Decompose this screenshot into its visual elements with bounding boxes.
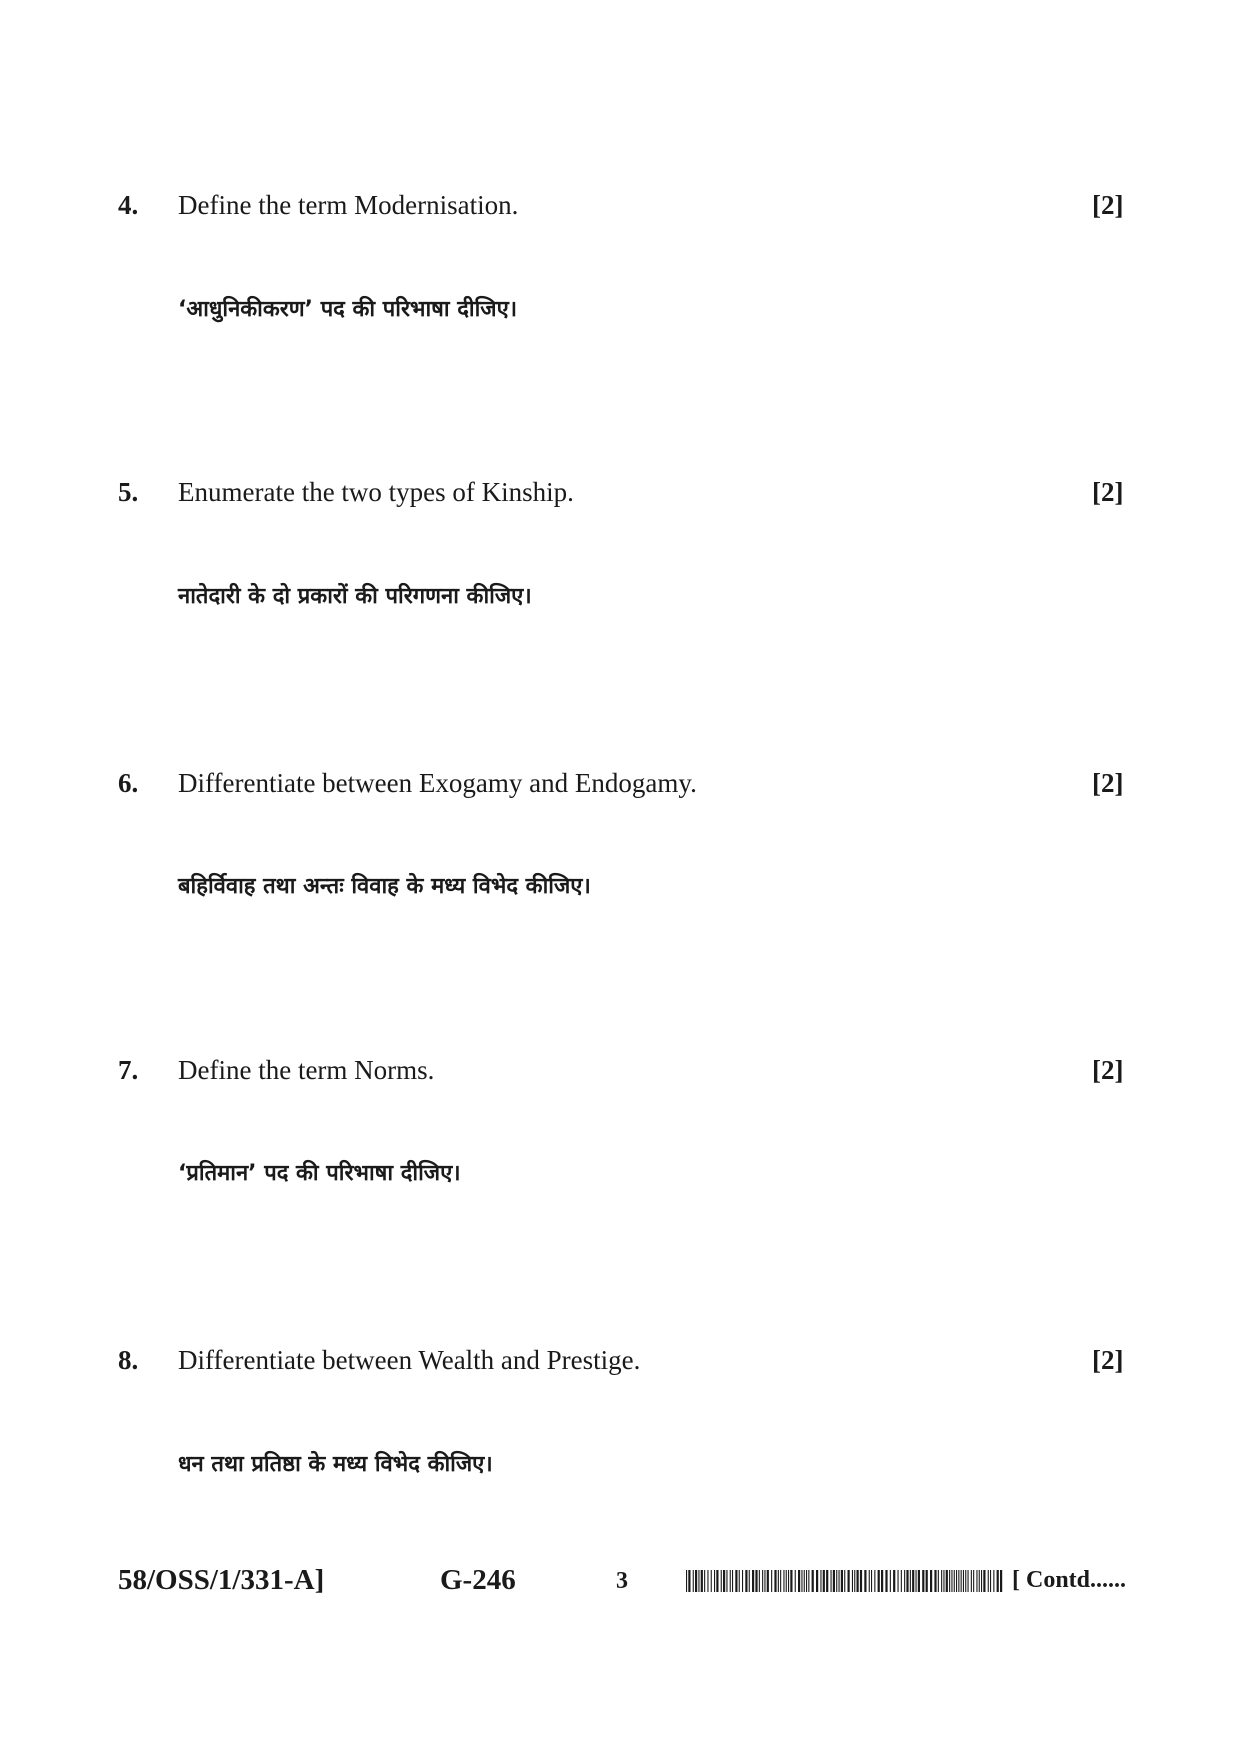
question-4 (0, 190, 1241, 250)
barcode-bar (958, 1570, 959, 1592)
barcode-bar (852, 1570, 853, 1592)
barcode-bar (804, 1570, 805, 1592)
page-number: 3 (616, 1568, 628, 1594)
paper-code: 58/OSS/1/331-A] (118, 1564, 325, 1596)
barcode-bar (780, 1570, 781, 1592)
barcode-bar (714, 1570, 715, 1592)
barcode-bar (860, 1570, 862, 1592)
question-text-english: Define the term Modernisation. (178, 190, 519, 220)
question-number: 4. (118, 190, 139, 220)
question-number: 7. (118, 1055, 139, 1085)
barcode-bar (762, 1570, 763, 1592)
question-text-english: Enumerate the two types of Kinship. (178, 477, 574, 507)
barcode-bar (981, 1570, 982, 1592)
barcode-bar (885, 1570, 887, 1592)
barcode-bar (979, 1570, 980, 1592)
barcode-bar (795, 1570, 796, 1592)
barcode-bar (898, 1570, 899, 1592)
question-marks: [2] (1092, 477, 1124, 507)
barcode-bar (881, 1570, 883, 1592)
barcode-bar (693, 1570, 694, 1592)
barcode-bar (901, 1570, 902, 1592)
question-5-text-hindi: नातेदारी के दो प्रकारों की परिगणना कीजिए। (178, 584, 532, 609)
barcode-bar (997, 1570, 999, 1592)
continued-label: [ Contd...... (1012, 1567, 1127, 1593)
barcode-bar (823, 1570, 825, 1592)
barcode-bar (778, 1570, 779, 1592)
barcode-bar (790, 1570, 792, 1592)
barcode-bar (721, 1570, 722, 1592)
barcode-bar (1000, 1570, 1002, 1592)
question-marks: [2] (1092, 768, 1124, 798)
barcode-bar (916, 1570, 917, 1592)
question-4-text-hindi: ‘आधुनिकीकरण’ पद की परिभाषा दीजिए। (178, 297, 518, 322)
question-number: 8. (118, 1345, 139, 1375)
question-marks: [2] (1092, 190, 1124, 220)
barcode-bar (961, 1570, 962, 1592)
question-number: 6. (118, 768, 139, 798)
barcode-bar (878, 1570, 880, 1592)
barcode-bar (983, 1570, 985, 1592)
barcode-bar (686, 1570, 687, 1592)
question-7 (0, 1055, 1241, 1115)
barcode-bar (812, 1570, 814, 1592)
barcode-bar (711, 1570, 712, 1592)
barcode-bar (704, 1570, 705, 1592)
barcode-bar (904, 1570, 905, 1592)
barcode-bar (764, 1570, 765, 1592)
barcode-bar (688, 1570, 690, 1592)
barcode-bar (745, 1570, 747, 1592)
barcode-bar (976, 1570, 977, 1592)
series-code: G-246 (440, 1564, 516, 1596)
barcode-bar (906, 1570, 908, 1592)
barcode-bar (988, 1570, 989, 1592)
question-text-english: Define the term Norms. (178, 1055, 435, 1085)
question-number: 5. (118, 477, 139, 507)
question-marks: [2] (1092, 1055, 1124, 1085)
barcode-bar (732, 1570, 733, 1592)
question-8-text-hindi: धन तथा प्रतिष्ठा के मध्य विभेद कीजिए। (178, 1452, 493, 1477)
barcode-bar (918, 1570, 920, 1592)
barcode-icon (686, 1570, 1006, 1592)
barcode-bar (841, 1570, 843, 1592)
barcode-bar (893, 1570, 895, 1592)
barcode-bar (788, 1570, 789, 1592)
barcode-bar (726, 1570, 727, 1592)
barcode-bar (816, 1570, 818, 1592)
barcode-bar (774, 1570, 776, 1592)
barcode-bar (783, 1570, 784, 1592)
barcode-bar (836, 1570, 837, 1592)
barcode-bar (735, 1570, 737, 1592)
barcode-bar (723, 1570, 725, 1592)
barcode-bar (767, 1570, 769, 1592)
barcode-bar (833, 1570, 835, 1592)
barcode-bar (874, 1570, 875, 1592)
barcode-bar (808, 1570, 809, 1592)
barcode-bar (798, 1570, 800, 1592)
barcode-bar (963, 1570, 964, 1592)
barcode-bar (890, 1570, 891, 1592)
barcode-bar (716, 1570, 718, 1592)
question-8 (0, 1345, 1241, 1405)
barcode-bar (871, 1570, 872, 1592)
barcode-bar (951, 1570, 952, 1592)
barcode-bar (910, 1570, 911, 1592)
barcode-bar (831, 1570, 832, 1592)
barcode-bar (912, 1570, 914, 1592)
barcode-bar (730, 1570, 731, 1592)
barcode-bar (759, 1570, 760, 1592)
barcode-bar (965, 1570, 966, 1592)
barcode-bar (869, 1570, 870, 1592)
barcode-bar (926, 1570, 928, 1592)
barcode-bar (990, 1570, 991, 1592)
barcode-bar (943, 1570, 944, 1592)
barcode-bar (755, 1570, 757, 1592)
barcode-bar (839, 1570, 840, 1592)
barcode-bar (801, 1570, 802, 1592)
barcode-bar (826, 1570, 828, 1592)
question-text-english: Differentiate between Wealth and Prestige. (178, 1345, 641, 1375)
barcode-bar (749, 1570, 750, 1592)
barcode-bar (707, 1570, 708, 1592)
barcode-bar (946, 1570, 948, 1592)
barcode-bar (786, 1570, 787, 1592)
barcode-bar (864, 1570, 866, 1592)
barcode-bar (857, 1570, 859, 1592)
question-marks: [2] (1092, 1345, 1124, 1375)
barcode-bar (993, 1570, 994, 1592)
barcode-bar (771, 1570, 772, 1592)
question-text-english: Differentiate between Exogamy and Endogamy. (178, 768, 697, 798)
barcode-bar (934, 1570, 936, 1592)
barcode-bar (941, 1570, 942, 1592)
barcode-bar (938, 1570, 939, 1592)
barcode-bar (954, 1570, 955, 1592)
barcode-bar (701, 1570, 703, 1592)
barcode-bar (949, 1570, 950, 1592)
barcode-bar (956, 1570, 957, 1592)
barcode-bar (698, 1570, 699, 1592)
barcode-bar (854, 1570, 855, 1592)
barcode-bar (739, 1570, 740, 1592)
page-footer (0, 1564, 1241, 1604)
barcode-bar (806, 1570, 807, 1592)
question-7-text-hindi: ‘प्रतिमान’ पद की परिभाषा दीजिए। (178, 1161, 461, 1186)
question-6-text-hindi: बहिर्विवाह तथा अन्तः विवाह के मध्य विभेद कीजिए। (178, 874, 591, 899)
barcode-bar (752, 1570, 754, 1592)
barcode-bar (930, 1570, 932, 1592)
question-6 (0, 768, 1241, 828)
barcode-bar (922, 1570, 924, 1592)
barcode-bar (971, 1570, 972, 1592)
question-5 (0, 477, 1241, 537)
barcode-bar (820, 1570, 821, 1592)
barcode-bar (848, 1570, 850, 1592)
barcode-bar (973, 1570, 974, 1592)
barcode-bar (695, 1570, 697, 1592)
barcode-bar (742, 1570, 743, 1592)
barcode-bar (968, 1570, 969, 1592)
barcode-bar (844, 1570, 845, 1592)
